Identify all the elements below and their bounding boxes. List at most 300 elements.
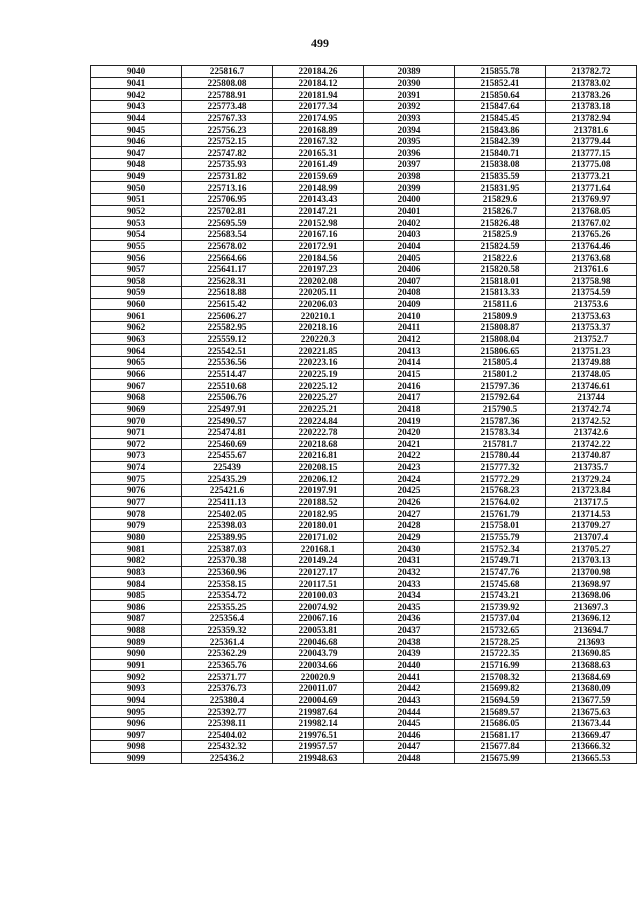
y-coordinate-right-cell: 213754.59 [546,287,637,299]
x-coordinate-left-cell: 225514.47 [182,368,273,380]
x-coordinate-right-cell: 215805.4 [455,357,546,369]
y-coordinate-right-cell: 213742.74 [546,403,637,415]
point-number-left-cell: 9050 [91,182,182,194]
table-row [91,485,637,497]
x-coordinate-right-cell: 215850.64 [455,89,546,101]
x-coordinate-right-cell: 215686.05 [455,717,546,729]
x-coordinate-left-cell: 225361.4 [182,636,273,648]
x-coordinate-left-cell: 225497.91 [182,403,273,415]
point-number-left-cell: 9098 [91,741,182,753]
x-coordinate-left-cell: 225436.2 [182,752,273,764]
x-coordinate-right-cell: 215822.6 [455,252,546,264]
point-number-left-cell: 9084 [91,578,182,590]
point-number-right-cell: 20429 [364,531,455,543]
point-number-left-cell: 9085 [91,589,182,601]
point-number-left-cell: 9071 [91,426,182,438]
x-coordinate-right-cell: 215811.6 [455,298,546,310]
point-number-left-cell: 9044 [91,112,182,124]
point-number-right-cell: 20418 [364,403,455,415]
point-number-left-cell: 9054 [91,228,182,240]
y-coordinate-left-cell: 220188.52 [273,496,364,508]
x-coordinate-right-cell: 215852.41 [455,77,546,89]
table-row [91,368,637,380]
table-row [91,66,637,78]
point-number-left-cell: 9045 [91,124,182,136]
table-row [91,496,637,508]
point-number-left-cell: 9064 [91,345,182,357]
point-number-right-cell: 20424 [364,473,455,485]
y-coordinate-left-cell: 220159.69 [273,170,364,182]
table-row [91,566,637,578]
y-coordinate-left-cell: 220046.68 [273,636,364,648]
y-coordinate-left-cell: 220053.81 [273,624,364,636]
point-number-right-cell: 20391 [364,89,455,101]
table-row [91,624,637,636]
x-coordinate-left-cell: 225731.82 [182,170,273,182]
point-number-right-cell: 20412 [364,333,455,345]
point-number-right-cell: 20402 [364,217,455,229]
y-coordinate-right-cell: 213765.26 [546,228,637,240]
point-number-left-cell: 9057 [91,263,182,275]
x-coordinate-left-cell: 225362.29 [182,648,273,660]
table-row [91,426,637,438]
table-row [91,228,637,240]
table-row [91,275,637,287]
y-coordinate-left-cell: 220161.49 [273,159,364,171]
point-number-right-cell: 20408 [364,287,455,299]
point-number-left-cell: 9041 [91,77,182,89]
y-coordinate-right-cell: 213717.5 [546,496,637,508]
point-number-right-cell: 20437 [364,624,455,636]
x-coordinate-left-cell: 225788.91 [182,89,273,101]
table-row [91,345,637,357]
y-coordinate-left-cell: 220216.81 [273,450,364,462]
table-row [91,415,637,427]
x-coordinate-right-cell: 215806.65 [455,345,546,357]
point-number-right-cell: 20417 [364,391,455,403]
x-coordinate-right-cell: 215732.65 [455,624,546,636]
point-number-left-cell: 9083 [91,566,182,578]
point-number-right-cell: 20438 [364,636,455,648]
y-coordinate-right-cell: 213680.09 [546,682,637,694]
y-coordinate-right-cell: 213735.7 [546,461,637,473]
point-number-right-cell: 20444 [364,706,455,718]
table-row [91,333,637,345]
y-coordinate-right-cell: 213673.44 [546,717,637,729]
table-row [91,473,637,485]
x-coordinate-right-cell: 215677.84 [455,741,546,753]
table-row [91,298,637,310]
x-coordinate-right-cell: 215824.59 [455,240,546,252]
y-coordinate-right-cell: 213781.6 [546,124,637,136]
x-coordinate-left-cell: 225767.33 [182,112,273,124]
point-number-right-cell: 20439 [364,648,455,660]
point-number-right-cell: 20447 [364,741,455,753]
y-coordinate-right-cell: 213742.6 [546,426,637,438]
y-coordinate-left-cell: 220167.32 [273,135,364,147]
x-coordinate-right-cell: 215752.34 [455,543,546,555]
x-coordinate-right-cell: 215722.35 [455,648,546,660]
x-coordinate-left-cell: 225404.02 [182,729,273,741]
point-number-left-cell: 9053 [91,217,182,229]
table-row [91,613,637,625]
y-coordinate-right-cell: 213742.52 [546,415,637,427]
y-coordinate-right-cell: 213769.97 [546,194,637,206]
x-coordinate-left-cell: 225713.16 [182,182,273,194]
point-number-left-cell: 9090 [91,648,182,660]
table-row [91,659,637,671]
point-number-right-cell: 20390 [364,77,455,89]
point-number-left-cell: 9060 [91,298,182,310]
y-coordinate-left-cell: 220174.95 [273,112,364,124]
y-coordinate-left-cell: 220117.51 [273,578,364,590]
table-row [91,578,637,590]
point-number-right-cell: 20436 [364,613,455,625]
x-coordinate-left-cell: 225664.66 [182,252,273,264]
x-coordinate-right-cell: 215777.32 [455,461,546,473]
y-coordinate-left-cell: 220147.21 [273,205,364,217]
x-coordinate-right-cell: 215749.71 [455,554,546,566]
x-coordinate-right-cell: 215792.64 [455,391,546,403]
point-number-left-cell: 9046 [91,135,182,147]
x-coordinate-right-cell: 215847.64 [455,100,546,112]
table-row [91,717,637,729]
y-coordinate-left-cell: 220149.24 [273,554,364,566]
table-row [91,636,637,648]
y-coordinate-right-cell: 213783.02 [546,77,637,89]
y-coordinate-right-cell: 213753.6 [546,298,637,310]
y-coordinate-left-cell: 219982.14 [273,717,364,729]
y-coordinate-right-cell: 213714.53 [546,508,637,520]
table-row [91,194,637,206]
y-coordinate-right-cell: 213697.3 [546,601,637,613]
y-coordinate-left-cell: 220206.12 [273,473,364,485]
table-row [91,240,637,252]
point-number-right-cell: 20434 [364,589,455,601]
x-coordinate-right-cell: 215809.9 [455,310,546,322]
y-coordinate-right-cell: 213688.63 [546,659,637,671]
y-coordinate-right-cell: 213771.64 [546,182,637,194]
x-coordinate-left-cell: 225389.95 [182,531,273,543]
coordinate-table-body [91,66,637,764]
x-coordinate-right-cell: 215755.79 [455,531,546,543]
y-coordinate-left-cell: 220210.1 [273,310,364,322]
x-coordinate-right-cell: 215689.57 [455,706,546,718]
table-row [91,182,637,194]
point-number-left-cell: 9094 [91,694,182,706]
table-row [91,217,637,229]
x-coordinate-left-cell: 225615.42 [182,298,273,310]
point-number-left-cell: 9097 [91,729,182,741]
point-number-right-cell: 20432 [364,566,455,578]
y-coordinate-right-cell: 213775.08 [546,159,637,171]
point-number-right-cell: 20411 [364,322,455,334]
point-number-right-cell: 20435 [364,601,455,613]
table-row [91,438,637,450]
point-number-left-cell: 9087 [91,613,182,625]
point-number-right-cell: 20405 [364,252,455,264]
y-coordinate-right-cell: 213749.88 [546,357,637,369]
x-coordinate-right-cell: 215842.39 [455,135,546,147]
table-row [91,601,637,613]
table-row [91,322,637,334]
x-coordinate-right-cell: 215820.58 [455,263,546,275]
x-coordinate-left-cell: 225439 [182,461,273,473]
point-number-right-cell: 20406 [364,263,455,275]
point-number-left-cell: 9095 [91,706,182,718]
point-number-right-cell: 20419 [364,415,455,427]
x-coordinate-right-cell: 215675.99 [455,752,546,764]
y-coordinate-left-cell: 220172.91 [273,240,364,252]
y-coordinate-right-cell: 213740.87 [546,450,637,462]
point-number-left-cell: 9066 [91,368,182,380]
y-coordinate-left-cell: 219957.57 [273,741,364,753]
point-number-right-cell: 20404 [364,240,455,252]
point-number-right-cell: 20392 [364,100,455,112]
y-coordinate-right-cell: 213767.02 [546,217,637,229]
point-number-right-cell: 20395 [364,135,455,147]
x-coordinate-left-cell: 225756.23 [182,124,273,136]
point-number-left-cell: 9042 [91,89,182,101]
page-number: 499 [311,36,329,50]
y-coordinate-left-cell: 220148.99 [273,182,364,194]
x-coordinate-left-cell: 225773.48 [182,100,273,112]
point-number-right-cell: 20427 [364,508,455,520]
x-coordinate-left-cell: 225490.57 [182,415,273,427]
point-number-right-cell: 20422 [364,450,455,462]
y-coordinate-left-cell: 220225.12 [273,380,364,392]
point-number-left-cell: 9061 [91,310,182,322]
table-row [91,310,637,322]
y-coordinate-left-cell: 220011.07 [273,682,364,694]
point-number-right-cell: 20401 [364,205,455,217]
x-coordinate-left-cell: 225536.56 [182,357,273,369]
point-number-right-cell: 20445 [364,717,455,729]
x-coordinate-right-cell: 215764.02 [455,496,546,508]
y-coordinate-right-cell: 213665.53 [546,752,637,764]
y-coordinate-left-cell: 220225.19 [273,368,364,380]
y-coordinate-left-cell: 220208.15 [273,461,364,473]
y-coordinate-right-cell: 213768.05 [546,205,637,217]
y-coordinate-left-cell: 220184.12 [273,77,364,89]
point-number-left-cell: 9058 [91,275,182,287]
x-coordinate-left-cell: 225360.96 [182,566,273,578]
point-number-left-cell: 9080 [91,531,182,543]
point-number-left-cell: 9074 [91,461,182,473]
point-number-left-cell: 9072 [91,438,182,450]
y-coordinate-right-cell: 213677.59 [546,694,637,706]
y-coordinate-right-cell: 213729.24 [546,473,637,485]
y-coordinate-left-cell: 220180.01 [273,519,364,531]
point-number-right-cell: 20430 [364,543,455,555]
x-coordinate-right-cell: 215761.79 [455,508,546,520]
table-row [91,531,637,543]
table-row [91,461,637,473]
x-coordinate-left-cell: 225460.69 [182,438,273,450]
y-coordinate-right-cell: 213698.97 [546,578,637,590]
x-coordinate-left-cell: 225387.03 [182,543,273,555]
x-coordinate-left-cell: 225628.31 [182,275,273,287]
x-coordinate-left-cell: 225542.51 [182,345,273,357]
y-coordinate-right-cell: 213753.63 [546,310,637,322]
y-coordinate-right-cell: 213763.68 [546,252,637,264]
x-coordinate-right-cell: 215826.48 [455,217,546,229]
point-number-left-cell: 9096 [91,717,182,729]
point-number-right-cell: 20428 [364,519,455,531]
table-row [91,380,637,392]
table-row [91,263,637,275]
table-row [91,508,637,520]
y-coordinate-right-cell: 213690.85 [546,648,637,660]
x-coordinate-left-cell: 225358.15 [182,578,273,590]
x-coordinate-right-cell: 215825.9 [455,228,546,240]
x-coordinate-right-cell: 215845.45 [455,112,546,124]
y-coordinate-right-cell: 213773.21 [546,170,637,182]
y-coordinate-left-cell: 220168.89 [273,124,364,136]
y-coordinate-right-cell: 213744 [546,391,637,403]
point-number-left-cell: 9070 [91,415,182,427]
y-coordinate-left-cell: 220197.23 [273,263,364,275]
table-row [91,77,637,89]
x-coordinate-right-cell: 215758.01 [455,519,546,531]
y-coordinate-left-cell: 220181.94 [273,89,364,101]
point-number-right-cell: 20394 [364,124,455,136]
x-coordinate-right-cell: 215813.33 [455,287,546,299]
x-coordinate-left-cell: 225392.77 [182,706,273,718]
point-number-left-cell: 9069 [91,403,182,415]
point-number-left-cell: 9092 [91,671,182,683]
point-number-left-cell: 9086 [91,601,182,613]
x-coordinate-left-cell: 225411.13 [182,496,273,508]
point-number-left-cell: 9065 [91,357,182,369]
y-coordinate-right-cell: 213669.47 [546,729,637,741]
table-row [91,147,637,159]
y-coordinate-right-cell: 213748.05 [546,368,637,380]
y-coordinate-right-cell: 213705.27 [546,543,637,555]
x-coordinate-left-cell: 225618.88 [182,287,273,299]
x-coordinate-right-cell: 215831.95 [455,182,546,194]
point-number-right-cell: 20393 [364,112,455,124]
point-number-left-cell: 9059 [91,287,182,299]
point-number-right-cell: 20443 [364,694,455,706]
y-coordinate-right-cell: 213723.84 [546,485,637,497]
x-coordinate-left-cell: 225808.08 [182,77,273,89]
point-number-right-cell: 20426 [364,496,455,508]
x-coordinate-left-cell: 225706.95 [182,194,273,206]
y-coordinate-left-cell: 219987.64 [273,706,364,718]
point-number-right-cell: 20413 [364,345,455,357]
x-coordinate-left-cell: 225432.32 [182,741,273,753]
x-coordinate-right-cell: 215708.32 [455,671,546,683]
x-coordinate-left-cell: 225606.27 [182,310,273,322]
y-coordinate-left-cell: 220205.11 [273,287,364,299]
x-coordinate-left-cell: 225398.11 [182,717,273,729]
point-number-right-cell: 20398 [364,170,455,182]
x-coordinate-right-cell: 215743.21 [455,589,546,601]
table-row [91,752,637,764]
x-coordinate-left-cell: 225376.73 [182,682,273,694]
y-coordinate-right-cell: 213696.12 [546,613,637,625]
x-coordinate-right-cell: 215787.36 [455,415,546,427]
y-coordinate-left-cell: 219948.63 [273,752,364,764]
y-coordinate-right-cell: 213783.18 [546,100,637,112]
x-coordinate-left-cell: 225559.12 [182,333,273,345]
y-coordinate-left-cell: 220182.95 [273,508,364,520]
point-number-left-cell: 9049 [91,170,182,182]
x-coordinate-right-cell: 215780.44 [455,450,546,462]
point-number-right-cell: 20425 [364,485,455,497]
point-number-left-cell: 9067 [91,380,182,392]
x-coordinate-left-cell: 225355.25 [182,601,273,613]
y-coordinate-right-cell: 213761.6 [546,263,637,275]
table-row [91,124,637,136]
x-coordinate-left-cell: 225816.7 [182,66,273,78]
y-coordinate-left-cell: 220197.91 [273,485,364,497]
point-number-left-cell: 9052 [91,205,182,217]
x-coordinate-right-cell: 215716.99 [455,659,546,671]
table-row [91,729,637,741]
y-coordinate-right-cell: 213698.06 [546,589,637,601]
x-coordinate-left-cell: 225695.59 [182,217,273,229]
table-row [91,252,637,264]
y-coordinate-left-cell: 220225.27 [273,391,364,403]
point-number-right-cell: 20407 [364,275,455,287]
x-coordinate-right-cell: 215808.87 [455,322,546,334]
y-coordinate-right-cell: 213666.32 [546,741,637,753]
x-coordinate-right-cell: 215797.36 [455,380,546,392]
point-number-right-cell: 20442 [364,682,455,694]
y-coordinate-left-cell: 220184.26 [273,66,364,78]
table-row [91,357,637,369]
x-coordinate-right-cell: 215783.34 [455,426,546,438]
table-row [91,287,637,299]
x-coordinate-right-cell: 215790.5 [455,403,546,415]
y-coordinate-right-cell: 213703.13 [546,554,637,566]
x-coordinate-right-cell: 215772.29 [455,473,546,485]
y-coordinate-right-cell: 213742.22 [546,438,637,450]
x-coordinate-left-cell: 225455.67 [182,450,273,462]
point-number-right-cell: 20446 [364,729,455,741]
y-coordinate-right-cell: 213764.46 [546,240,637,252]
y-coordinate-left-cell: 220206.03 [273,298,364,310]
point-number-right-cell: 20397 [364,159,455,171]
x-coordinate-left-cell: 225421.6 [182,485,273,497]
table-row [91,694,637,706]
point-number-left-cell: 9048 [91,159,182,171]
y-coordinate-right-cell: 213709.27 [546,519,637,531]
x-coordinate-right-cell: 215843.86 [455,124,546,136]
table-row [91,450,637,462]
y-coordinate-left-cell: 220171.02 [273,531,364,543]
y-coordinate-left-cell: 220222.78 [273,426,364,438]
point-number-right-cell: 20414 [364,357,455,369]
point-number-right-cell: 20410 [364,310,455,322]
x-coordinate-left-cell: 225356.4 [182,613,273,625]
point-number-left-cell: 9056 [91,252,182,264]
y-coordinate-left-cell: 220167.16 [273,228,364,240]
x-coordinate-right-cell: 215781.7 [455,438,546,450]
y-coordinate-left-cell: 220184.56 [273,252,364,264]
table-row [91,589,637,601]
point-number-right-cell: 20441 [364,671,455,683]
y-coordinate-left-cell: 220152.98 [273,217,364,229]
table-row [91,100,637,112]
x-coordinate-right-cell: 215808.04 [455,333,546,345]
x-coordinate-right-cell: 215694.59 [455,694,546,706]
x-coordinate-left-cell: 225702.81 [182,205,273,217]
table-row [91,554,637,566]
point-number-left-cell: 9068 [91,391,182,403]
